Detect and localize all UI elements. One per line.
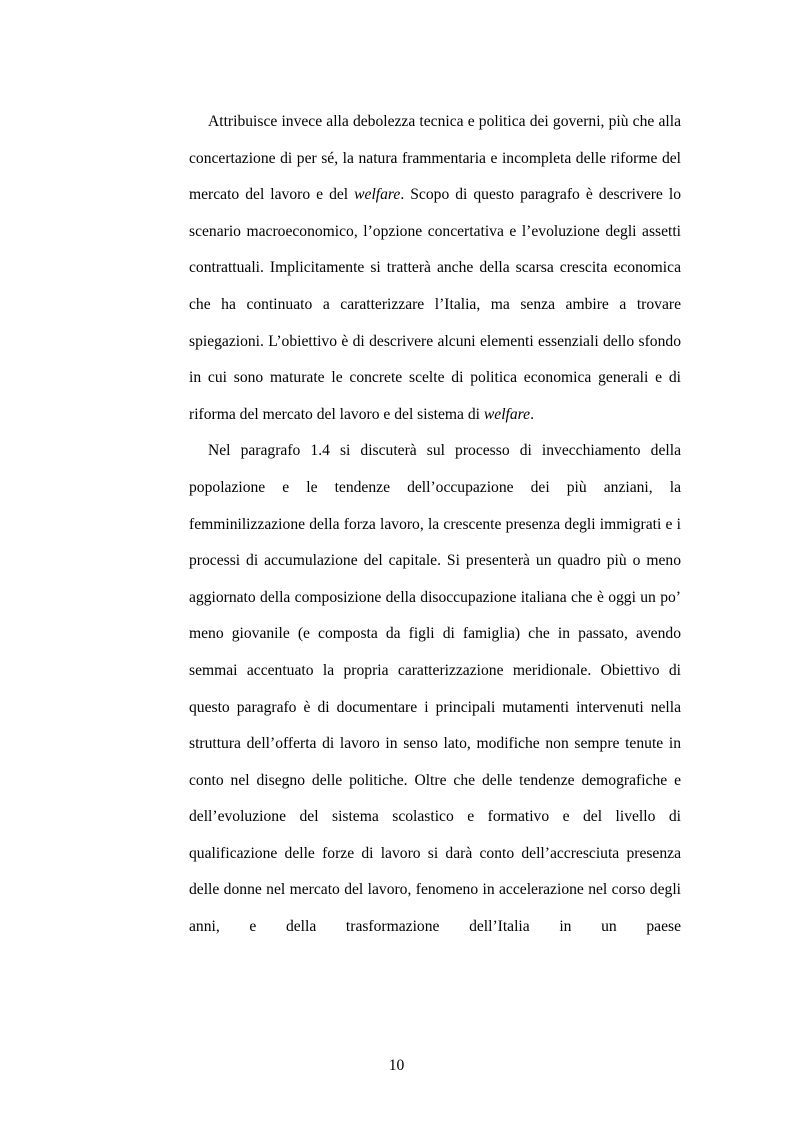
paragraph-1-emphasis-1: welfare xyxy=(354,186,401,204)
page-number: 10 xyxy=(388,1057,405,1074)
paragraph-2: Nel paragrafo 1.4 si discuterà sul processo di invecchiamento della popolazione e le tendenze dell’occupazione dei più anziani, la femminilizzazione della forza lavoro, la crescente presenza degli immigrati e i processi di accumulazione del capitale. Si presenterà un quadro più o meno aggiornato della composizione della disoccupazione italiana che è oggi un po’ meno giovanile (e composta da figli di famiglia) che in passato, avendo semmai accentuato la propria caratterizzazione meridionale. Obiettivo di questo paragrafo è di documentare i principali mutamenti intervenuti nella struttura dell’offerta di lavoro in senso lato, modifiche non sempre tenute in conto nel disegno delle politiche. Oltre che delle tendenze demografiche e dell’evoluzione del sistema scolastico e formativo e del livello di qualificazione delle forze di lavoro si darà conto dell’accresciuta presenza delle donne nel mercato del lavoro, fenomeno in accelerazione nel corso degli anni, e della trasformazione dell’Italia in un paese xyxy=(189,442,681,936)
paragraph-1 xyxy=(189,104,681,433)
paragraph-1-emphasis-2: welfare xyxy=(483,405,531,423)
body-text xyxy=(189,104,681,946)
paragraph-1-part-2: . Scopo di questo paragrafo è descrivere lo scenario macroeconomico, l’opzione concertativa e l’evoluzione degli assetti contrattuali. Implicitamente si tratterà anche della scarsa crescita economica che ha continuato a caratterizzare l’Italia, ma senza ambire a trovare spiegazioni. L’obiettivo è di descrivere alcuni elementi essenziali dello sfondo in cui sono maturate le concrete scelte di politica economica generali e di riforma del mercato del lavoro e del sistema di xyxy=(189,186,681,423)
paragraph-1-part-1: Attribuisce invece alla debolezza tecnica e politica dei governi, più che alla concertazione di per sé, la natura frammentaria e incompleta delle riforme del mercato del lavoro e del xyxy=(189,113,681,204)
paragraph-1-part-3: . xyxy=(530,405,534,423)
